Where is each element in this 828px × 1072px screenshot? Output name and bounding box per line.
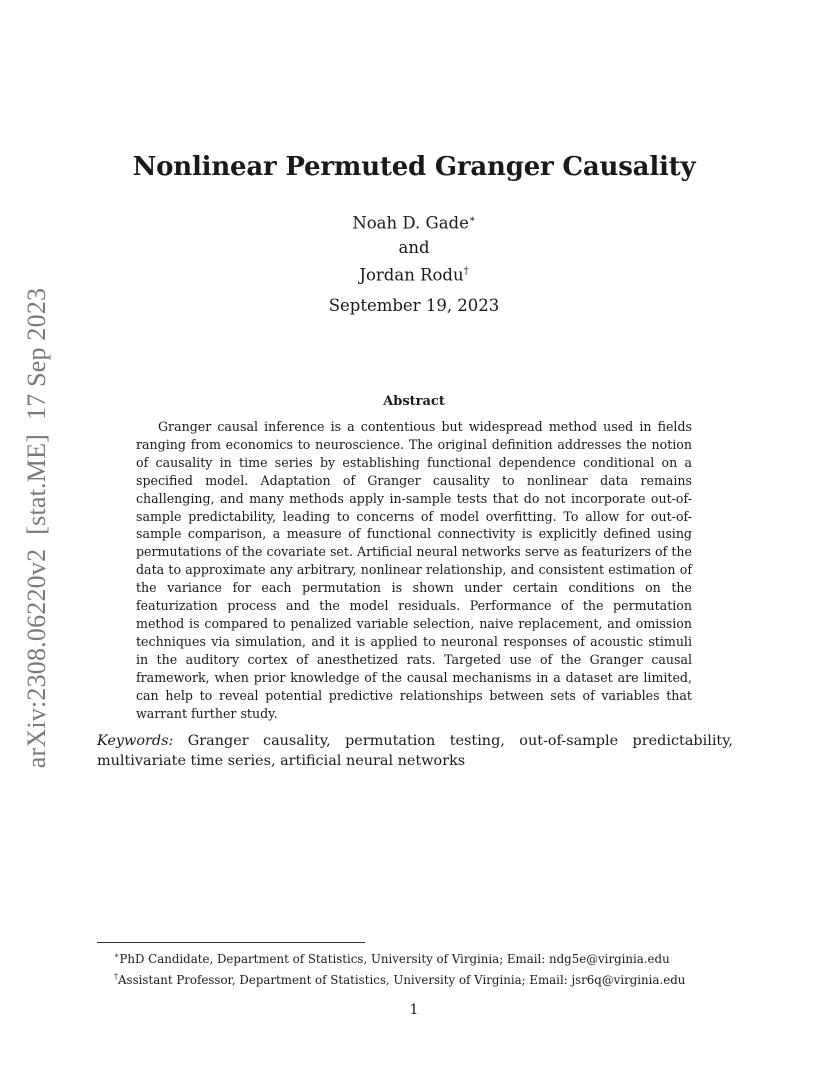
keywords bbox=[97, 731, 733, 771]
author-second: Jordan Rodu† bbox=[359, 265, 469, 284]
paper-title: Nonlinear Permuted Granger Causality bbox=[132, 152, 696, 182]
abstract-heading: Abstract bbox=[383, 394, 445, 409]
arxiv-category: [stat.ME] bbox=[22, 433, 51, 535]
abstract-body: Granger causal inference is a contentious but widespread method used in fields ranging from economics to neuroscience. The original definition addresses the notion of causality in time series by establishing functional dependence conditional on a specified model. Adaptation of Granger causality to nonlinear data remains challenging, and many methods apply in-sample tests that do not incorporate out-of-sample predictability, leading to concerns of model overfitting. To allow for out-of-sample comparison, a measure of functional connectivity is explicitly defined using permutations of the covariate set. Artificial neural networks serve as featurizers of the data to approximate any arbitrary, nonlinear relationship, and consistent estimation of the variance for each permutation is shown under certain conditions on the featurization process and the model residuals. Performance of the permutation method is compared to penalized variable selection, naive replacement, and omission techniques via simulation, and it is applied to neuronal responses of acoustic stimuli in the auditory cortex of anesthetized rats. Targeted use of the Granger causal framework, when prior knowledge of the causal mechanisms in a dataset are limited, can help to reveal potential predictive relationships between sets of variables that warrant further study. bbox=[136, 419, 692, 721]
author-second-footnote-mark: † bbox=[463, 265, 469, 277]
page-number: 1 bbox=[409, 1002, 419, 1018]
author-first-footnote-mark: ∗ bbox=[468, 214, 476, 225]
footnote-item bbox=[114, 968, 734, 989]
footnote-text: PhD Candidate, Department of Statistics, University of Virginia; Email: ndg5e@virginia.edu bbox=[119, 951, 670, 966]
author-first: Noah D. Gade∗ bbox=[352, 213, 476, 233]
paper-date: September 19, 2023 bbox=[328, 296, 500, 315]
keywords-label: Keywords: bbox=[97, 733, 174, 749]
footnote-divider bbox=[97, 942, 365, 943]
footnote-text: Assistant Professor, Department of Statistics, University of Virginia; Email: jsr6q@virginia.edu bbox=[118, 972, 686, 987]
arxiv-id: arXiv:2308.06220v2 bbox=[22, 548, 51, 769]
author-conjunction: and bbox=[398, 237, 430, 257]
footnote-item bbox=[114, 947, 734, 968]
author-block bbox=[0, 208, 828, 287]
arxiv-identifier-stamp bbox=[22, 288, 52, 768]
keywords-text: Granger causality, permutation testing, out-of-sample predictability, multivariate time series, artificial neural networks bbox=[97, 733, 733, 769]
footnotes bbox=[114, 947, 734, 989]
arxiv-date: 17 Sep 2023 bbox=[22, 287, 51, 420]
footnote-mark: ∗ bbox=[114, 951, 120, 960]
footnote-mark: † bbox=[114, 971, 118, 981]
